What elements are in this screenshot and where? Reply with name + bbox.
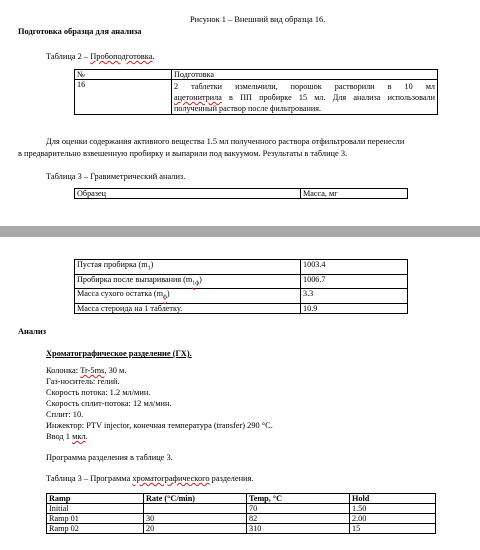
gc-heading: Хроматографическое разделение (ГХ). (46, 349, 192, 358)
table2-caption-prefix: Таблица 2 – (46, 52, 91, 61)
table-cell-value: 1003.4 (301, 260, 408, 275)
table-cell: Ramp 02 (47, 524, 144, 534)
table-header-cell: Rate (°C/min) (144, 494, 247, 504)
table-cell-label (75, 274, 301, 289)
row-label: Масса сухого остатка (m (77, 289, 163, 299)
table-cell (144, 504, 247, 514)
table-cell-label (75, 289, 301, 304)
param-column-prefix: Колонка: (46, 366, 81, 375)
table-row (75, 303, 408, 313)
param-injection (46, 432, 88, 442)
table-cell-value: 3.3 (301, 289, 408, 304)
program-table-caption (46, 474, 254, 484)
table-gravimetric-rows (74, 259, 408, 314)
row-label-end: ) (166, 289, 170, 299)
table-header-cell: Temp, °C (247, 494, 350, 504)
table-cell: 82 (247, 514, 350, 524)
table-header-row (75, 70, 438, 80)
table-cell: 20 (144, 524, 247, 534)
preparation-line-3: полученный раствор после фильтрования. (174, 104, 322, 113)
param-injection-suffix: . (85, 432, 88, 441)
table-cell: 70 (247, 504, 350, 514)
row-label-subscript: 1 (147, 265, 151, 272)
param-injector: Инжектор: PTV injector, конечная температура (transfer) 290 °С. (46, 421, 273, 430)
document-page-1 (0, 0, 480, 226)
param-split: Сплит: 10. (46, 410, 84, 419)
table-cell: 1.50 (350, 504, 436, 514)
program-reference: Программа разделения в таблице 3. (46, 453, 173, 462)
table-cell-label (75, 303, 301, 313)
table-header-row (47, 494, 436, 504)
table-header-cell: № (75, 70, 172, 80)
table-sample-preparation (74, 69, 438, 115)
table-header-cell: Подготовка (172, 70, 438, 80)
row-label-subscript: 1ф (192, 280, 200, 287)
table-row (47, 524, 436, 534)
document-page-2 (0, 237, 480, 550)
table-row (75, 289, 408, 304)
table3-caption: Таблица 3 – Гравиметрический анализ. (46, 172, 186, 181)
table-header-row (75, 189, 408, 199)
param-injection-unit: мкл (72, 432, 86, 441)
table-separation-program (46, 493, 436, 534)
row-label: Масса стероида на 1 таблетку. (77, 303, 183, 313)
table-row (75, 80, 438, 115)
table-cell-preparation (172, 80, 438, 115)
page-break-gap (0, 226, 480, 237)
program-caption-suffix: разделения. (209, 474, 254, 483)
table-cell: Initial (47, 504, 144, 514)
table-header-cell: Масса, мг (301, 189, 408, 199)
table-cell: 30 (144, 514, 247, 524)
param-column-suffix: , 30 м. (104, 366, 127, 375)
row-label-subscript: ф (163, 294, 167, 301)
row-label: Пустая пробирка (m (77, 260, 148, 269)
preparation-misspelled-word: ацетонитрила (174, 93, 222, 102)
table-gravimetric-header (74, 188, 408, 199)
param-flow-rate: Скорость потока: 1.2 мл/мин. (46, 388, 151, 397)
preparation-line-2 (174, 92, 435, 103)
paragraph-line-2: в предварительно взвешенную пробирку и выпарили под вакуумом. Результаты в таблице 3. (18, 149, 348, 158)
table-cell-sample-number: 16 (75, 80, 172, 115)
program-caption-prefix: Таблица 3 – Программа (46, 474, 133, 483)
param-column-name: Tr-5ms (80, 366, 105, 375)
analysis-heading: Анализ (18, 327, 47, 336)
param-carrier-gas: Газ-носитель: гелий. (46, 377, 120, 386)
table-row (75, 260, 408, 275)
table-cell-label (75, 260, 301, 275)
row-label: Пробирка после выпаривания (m (77, 274, 193, 284)
table-cell: 15 (350, 524, 436, 534)
table-cell-value: 10.9 (301, 303, 408, 313)
program-caption-word: хроматографического (132, 474, 210, 483)
preparation-line-1: 2 таблетки измельчили, порошок растворили в 10 мл (174, 82, 435, 91)
table-cell: Ramp 01 (47, 514, 144, 524)
table-cell: 310 (247, 524, 350, 534)
row-label-end: ) (199, 274, 202, 284)
table2-caption-suffix: . (152, 52, 155, 61)
table-cell-value: 1006.7 (301, 274, 408, 289)
table-row (47, 514, 436, 524)
figure-caption: Рисунок 1 – Внешний вид образца 16. (190, 15, 326, 24)
paragraph-line-1: Для оценки содержания активного вещества 1.5 мл полученного раствора отфильтровали перенесли (46, 137, 405, 146)
preparation-line-2-rest: в ПП пробирке 15 мл. Для анализа использовали (221, 93, 435, 102)
table-header-cell: Образец (75, 189, 301, 199)
table-row (47, 504, 436, 514)
section-heading-sample-prep: Подготовка образца для анализа (18, 27, 142, 36)
table-header-cell: Ramp (47, 494, 144, 504)
table2-caption (46, 52, 155, 62)
table-cell: 2.00 (350, 514, 436, 524)
param-split-flow: Скорость сплит-потока: 12 мл/мин. (46, 399, 172, 408)
row-label-end: ) (150, 260, 154, 269)
param-column (46, 366, 126, 376)
table-row (75, 274, 408, 289)
param-injection-prefix: Ввод 1 (46, 432, 73, 441)
table2-caption-word: Пробоподготовка (90, 52, 153, 61)
table-header-cell: Hold (350, 494, 436, 504)
